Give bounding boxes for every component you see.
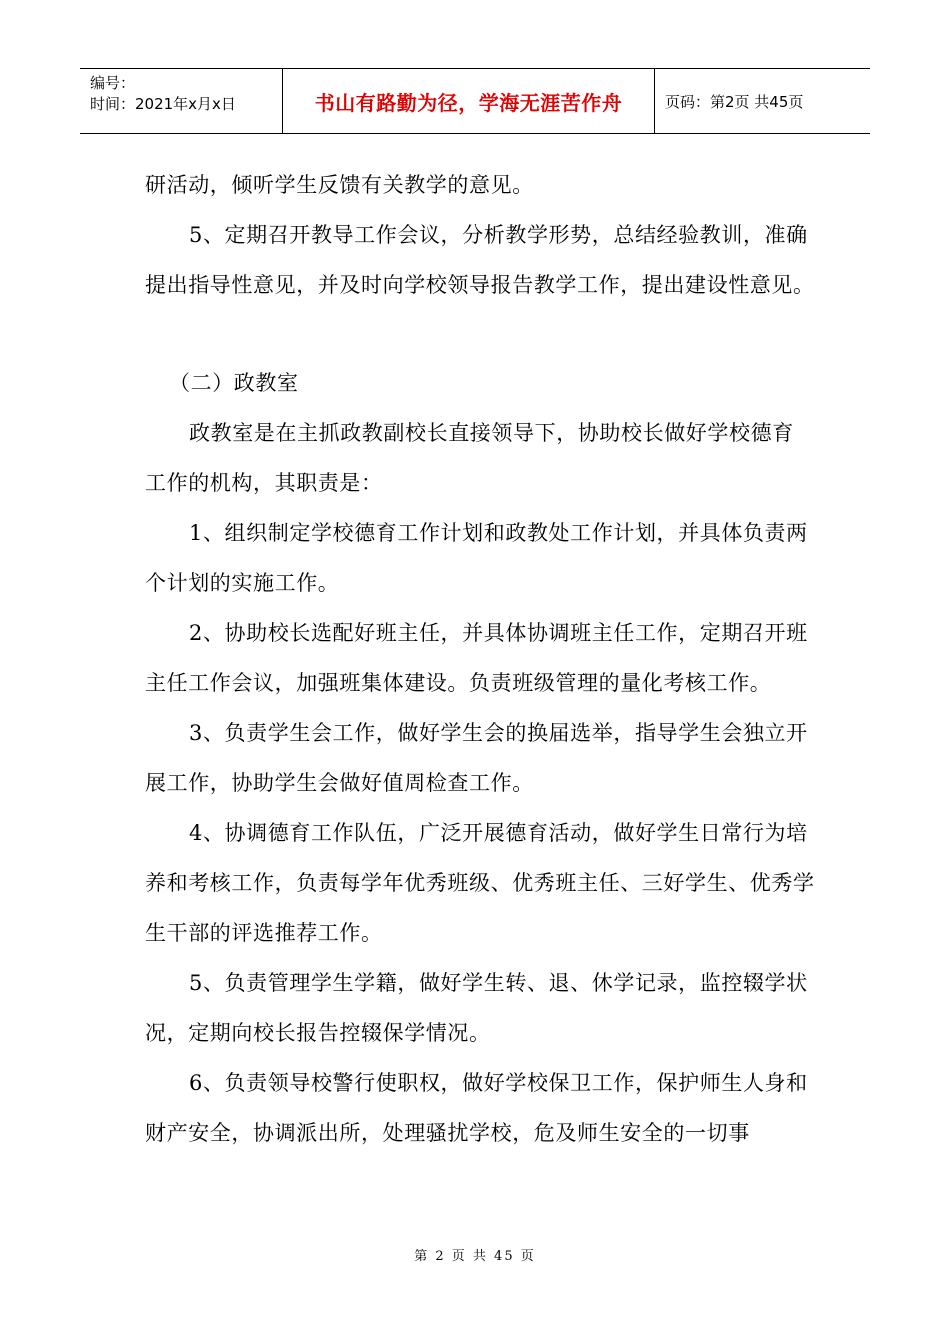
page-header [80, 68, 870, 134]
paragraph-item-6: 6、负责领导校警行使职权，做好学校保卫工作，保护师生人身和财产安全，协调派出所，处理骚扰学校，危及师生安全的一切事 [145, 1071, 808, 1145]
header-motto: 书山有路勤为径，学海无涯苦作舟 [283, 69, 655, 133]
section-title: （二）政教室 [169, 371, 299, 395]
paragraph-item-5-teaching: 5、定期召开教导工作会议，分析教学形势，总结经验教训，准确提出指导性意见，并及时向学校领导报告教学工作，提出建设性意见。 [145, 223, 815, 297]
document-time-label: 时间：2021年x月x日 [90, 95, 236, 113]
paragraph-intro: 政教室是在主抓政教副校长直接领导下，协助校长做好学校德育工作的机构，其职责是： [145, 421, 794, 495]
header-meta [80, 69, 283, 133]
paragraph-item-1: 1、组织制定学校德育工作计划和政教处工作计划，并具体负责两个计划的实施工作。 [145, 521, 808, 595]
paragraph-item-2: 2、协助校长选配好班主任，并具体协调班主任工作，定期召开班主任工作会议，加强班集体建设。负责班级管理的量化考核工作。 [145, 621, 808, 695]
paragraph-continuation: 研活动，倾听学生反馈有关教学的意见。 [145, 173, 534, 197]
document-number-label: 编号： [90, 74, 136, 92]
section-spacer [145, 310, 815, 358]
paragraph-item-3: 3、负责学生会工作，做好学生会的换届选举，指导学生会独立开展工作，协助学生会做好值周检查工作。 [145, 721, 808, 795]
header-page-info: 页码：第2页 共45页 [665, 92, 804, 111]
page-footer: 第 2 页 共 45 页 [414, 1249, 536, 1264]
paragraph-item-5: 5、负责管理学生学籍，做好学生转、退、休学记录，监控辍学状况，定期向校长报告控辍保学情况。 [145, 971, 808, 1045]
paragraph-item-4: 4、协调德育工作队伍，广泛开展德育活动，做好学生日常行为培养和考核工作，负责每学年优秀班级、优秀班主任、三好学生、优秀学生干部的评选推荐工作。 [145, 821, 815, 945]
document-body [145, 160, 815, 1158]
